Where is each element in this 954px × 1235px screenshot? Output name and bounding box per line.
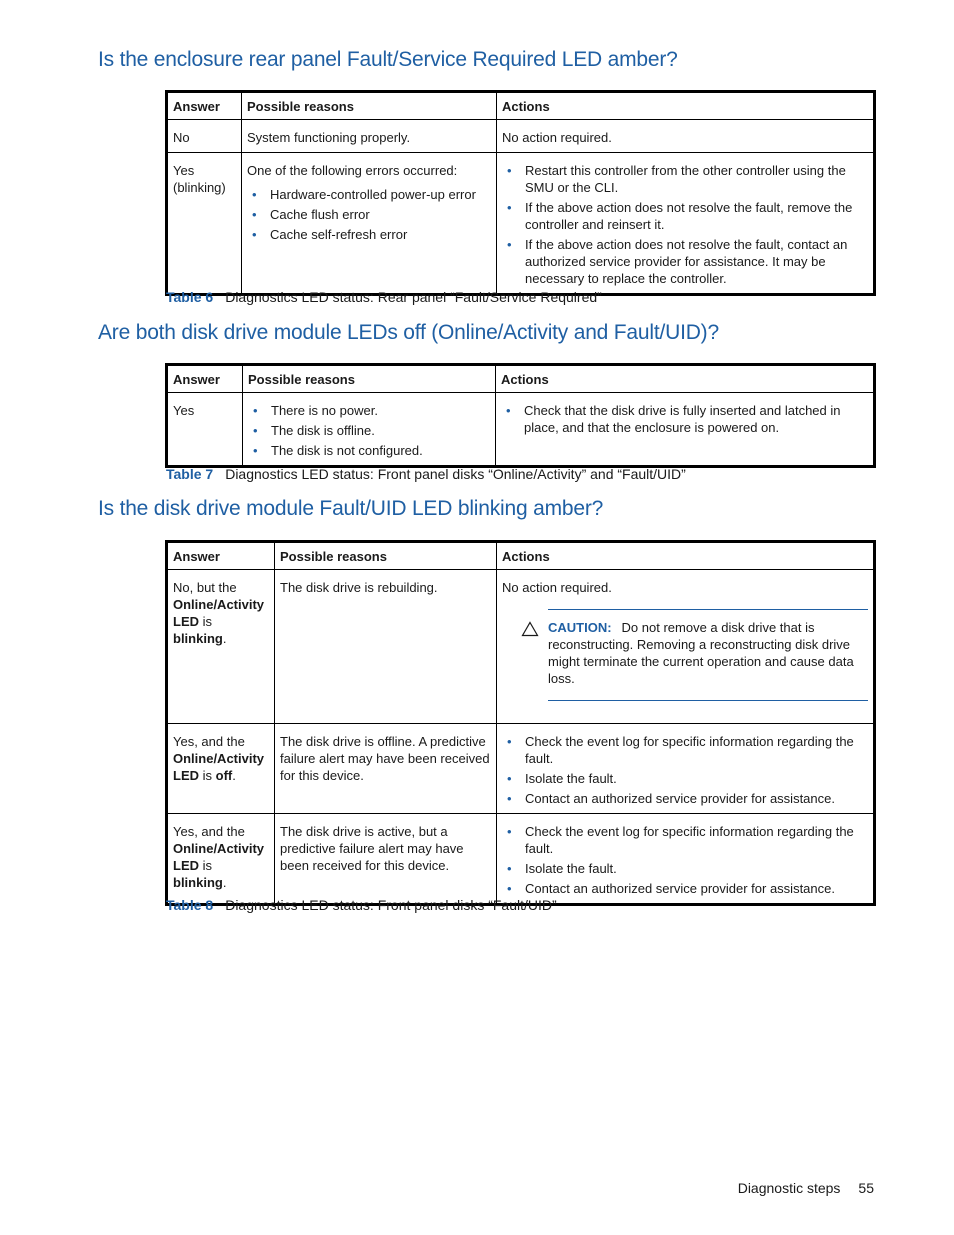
table-header-row bbox=[167, 365, 875, 393]
reason-cell: The disk drive is active, but a predictive failure alert may have been received for this device. bbox=[275, 814, 497, 905]
section-heading-rear-panel: Is the enclosure rear panel Fault/Service Required LED amber? bbox=[98, 48, 678, 71]
page-footer bbox=[738, 1180, 874, 1196]
action-list bbox=[501, 402, 868, 436]
table-disk-leds-off bbox=[165, 363, 876, 468]
section-heading-disk-leds-off: Are both disk drive module LEDs off (Online/Activity and Fault/UID)? bbox=[98, 321, 719, 344]
header-actions: Actions bbox=[497, 542, 875, 570]
action-list bbox=[502, 162, 868, 287]
reason-intro: One of the following errors occurred: bbox=[247, 163, 458, 178]
list-item: • Cache self-refresh error bbox=[247, 226, 491, 243]
caution-triangle-icon bbox=[521, 621, 539, 637]
caution-note bbox=[548, 609, 868, 701]
table-row bbox=[167, 393, 875, 467]
answer-led-state: off bbox=[215, 768, 233, 783]
answer-prefix: Yes, and the bbox=[173, 824, 245, 839]
list-item: • Check the event log for specific information regarding the fault. bbox=[502, 823, 868, 857]
caption-text: Diagnostics LED status: Front panel disks “Online/Activity” and “Fault/UID” bbox=[225, 466, 686, 482]
answer-cell: Yes, and the Online/Activity LED is off. bbox=[167, 724, 275, 814]
list-item: • The disk is not configured. bbox=[248, 442, 490, 459]
reason-cell bbox=[242, 153, 497, 295]
header-answer: Answer bbox=[167, 542, 275, 570]
answer-led-name: Online/Activity LED bbox=[173, 597, 265, 629]
answer-is: is bbox=[202, 614, 213, 629]
answer-cell: Yes (blinking) bbox=[167, 153, 242, 295]
list-item: • Contact an authorized service provider for assistance. bbox=[502, 880, 868, 897]
list-item: • Isolate the fault. bbox=[502, 770, 868, 787]
footer-section-title: Diagnostic steps bbox=[737, 1180, 841, 1196]
table-caption bbox=[166, 897, 557, 913]
action-list bbox=[502, 823, 868, 897]
list-item: • Isolate the fault. bbox=[502, 860, 868, 877]
caution-text: Do not remove a disk drive that is reconstructing. Removing a reconstructing disk drive might terminate the current operation and cause data loss. bbox=[548, 620, 854, 686]
table-row bbox=[167, 814, 875, 905]
action-text: No action required. bbox=[502, 580, 612, 595]
header-possible-reasons: Possible reasons bbox=[243, 365, 496, 393]
answer-is: is bbox=[202, 768, 213, 783]
table-number: Table 8 bbox=[166, 897, 214, 913]
answer-prefix: No, but the bbox=[173, 580, 237, 595]
action-cell bbox=[497, 814, 875, 905]
header-possible-reasons: Possible reasons bbox=[275, 542, 497, 570]
table-row bbox=[167, 724, 875, 814]
list-item: • There is no power. bbox=[248, 402, 490, 419]
table-number: Table 6 bbox=[166, 289, 214, 305]
header-actions: Actions bbox=[496, 365, 875, 393]
table-header-row bbox=[167, 542, 875, 570]
answer-cell: Yes bbox=[167, 393, 243, 467]
list-item: • Cache flush error bbox=[247, 206, 491, 223]
list-item: • If the above action does not resolve the fault, contact an authorized service provider for assistance. It may be necessary to replace the controller. bbox=[502, 236, 868, 287]
header-answer: Answer bbox=[167, 92, 242, 120]
caption-text: Diagnostics LED status: Front panel disks “Fault/UID” bbox=[225, 897, 557, 913]
section-heading-fault-uid-blinking: Is the disk drive module Fault/UID LED blinking amber? bbox=[98, 497, 604, 520]
table-row bbox=[167, 153, 875, 295]
reason-cell: System functioning properly. bbox=[242, 120, 497, 153]
action-cell bbox=[497, 724, 875, 814]
header-answer: Answer bbox=[167, 365, 243, 393]
header-possible-reasons: Possible reasons bbox=[242, 92, 497, 120]
list-item: • Restart this controller from the other controller using the SMU or the CLI. bbox=[502, 162, 868, 196]
action-cell: No action required. bbox=[497, 120, 875, 153]
table-row bbox=[167, 120, 875, 153]
list-item: • Check the event log for specific information regarding the fault. bbox=[502, 733, 868, 767]
reason-cell: The disk drive is offline. A predictive failure alert may have been received for this device. bbox=[275, 724, 497, 814]
list-item: • If the above action does not resolve the fault, remove the controller and reinsert it. bbox=[502, 199, 868, 233]
answer-led-state: blinking bbox=[173, 631, 223, 646]
table-number: Table 7 bbox=[166, 466, 214, 482]
list-item: • Check that the disk drive is fully inserted and latched in place, and that the enclosure is powered on. bbox=[501, 402, 868, 436]
header-actions: Actions bbox=[497, 92, 875, 120]
table-caption bbox=[166, 466, 686, 482]
action-cell bbox=[497, 570, 875, 724]
action-list bbox=[502, 733, 868, 807]
table-header-row bbox=[167, 92, 875, 120]
page-number: 55 bbox=[858, 1180, 874, 1196]
reason-cell bbox=[243, 393, 496, 467]
answer-is: is bbox=[202, 858, 213, 873]
answer-cell: No, but the Online/Activity LED is blinking. bbox=[167, 570, 275, 724]
answer-led-name: Online/Activity LED bbox=[173, 751, 265, 783]
list-item: • The disk is offline. bbox=[248, 422, 490, 439]
answer-cell: No bbox=[167, 120, 242, 153]
list-item: • Hardware-controlled power-up error bbox=[247, 186, 491, 203]
table-row bbox=[167, 570, 875, 724]
answer-cell: Yes, and the Online/Activity LED is blinking. bbox=[167, 814, 275, 905]
reason-list bbox=[247, 186, 491, 243]
caption-text: Diagnostics LED status: Rear panel “Fault/Service Required” bbox=[225, 289, 602, 305]
reason-list bbox=[248, 402, 490, 459]
answer-led-name: Online/Activity LED bbox=[173, 841, 265, 873]
answer-led-state: blinking bbox=[173, 875, 223, 890]
action-cell bbox=[496, 393, 875, 467]
caution-title: CAUTION: bbox=[548, 620, 612, 635]
table-caption bbox=[166, 289, 602, 305]
table-rear-panel-fault bbox=[165, 90, 876, 296]
table-fault-uid bbox=[165, 540, 876, 906]
answer-prefix: Yes, and the bbox=[173, 734, 245, 749]
action-cell bbox=[497, 153, 875, 295]
list-item: • Contact an authorized service provider for assistance. bbox=[502, 790, 868, 807]
reason-cell: The disk drive is rebuilding. bbox=[275, 570, 497, 724]
